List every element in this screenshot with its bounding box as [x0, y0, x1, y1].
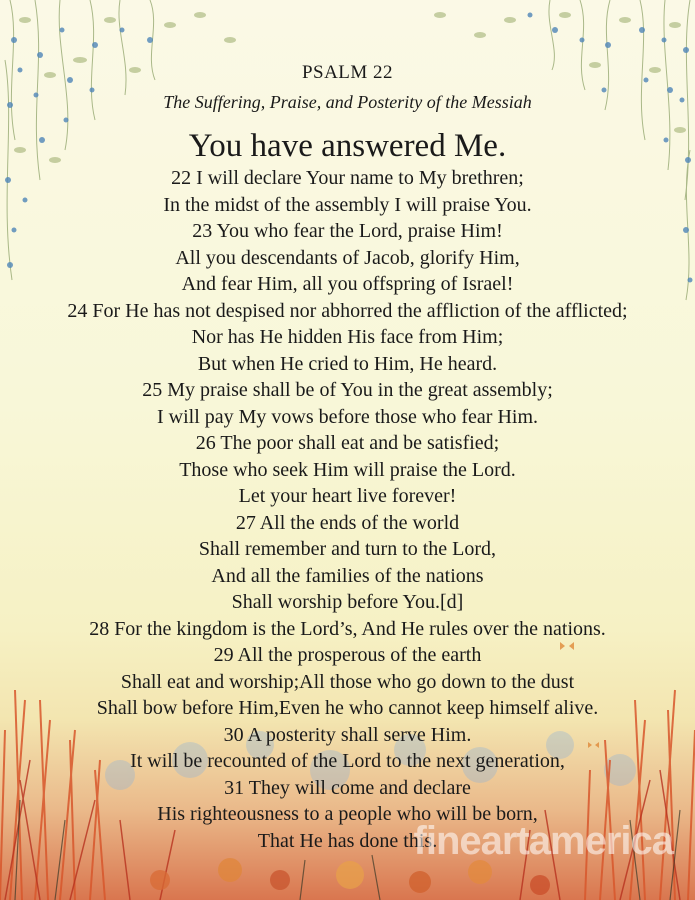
verse-line: 25 My praise shall be of You in the great assembly;	[142, 379, 553, 401]
verse-line: 24 For He has not despised nor abhorred the affliction of the afflicted;	[67, 299, 628, 322]
verse-line: But when He cried to Him, He heard.	[197, 352, 498, 375]
verse-line: Shall eat and worship;All those who go down to the dust	[120, 670, 575, 693]
psalm-title: You have answered Me.	[188, 128, 507, 164]
verse-line: Shall bow before Him,Even he who cannot keep himself alive.	[96, 697, 599, 719]
verse-line: 28 For the kingdom is the Lord’s, And He rules over the nations.	[89, 617, 606, 640]
verse-line: His righteousness to a people who will be born,	[157, 803, 538, 825]
verse-line: Shall remember and turn to the Lord,	[198, 538, 497, 560]
verse-line: 27 All the ends of the world	[235, 511, 460, 534]
verse-line: 30 A posterity shall serve Him.	[223, 723, 472, 746]
verse-line: Those who seek Him will praise the Lord.	[179, 458, 516, 481]
verse-line: It will be recounted of the Lord to the next generation,	[130, 750, 565, 772]
verse-line: 29 All the prosperous of the earth	[213, 644, 482, 666]
verse-lines	[0, 165, 695, 854]
verse-line: 31 They will come and declare	[224, 776, 471, 799]
verse-line: That He has done this.	[257, 829, 438, 852]
verse-line: 23 You who fear the Lord, praise Him!	[192, 220, 503, 242]
verse-line: And all the families of the nations	[211, 564, 484, 587]
psalm-subtitle: The Suffering, Praise, and Posterity of the Messiah	[163, 92, 532, 112]
verse-line: And fear Him, all you offspring of Israel!	[181, 273, 514, 295]
verse-line: In the midst of the assembly I will praise You.	[163, 193, 532, 216]
verse-line: Nor has He hidden His face from Him;	[191, 326, 504, 348]
verse-line: All you descendants of Jacob, glorify Him,	[175, 246, 520, 269]
watermark-logo: fineartamerica	[413, 819, 673, 863]
verse-line: Let your heart live forever!	[238, 485, 457, 507]
verse-line: 22 I will declare Your name to My brethren;	[171, 167, 524, 189]
psalm-heading: PSALM 22	[301, 62, 394, 83]
verse-line: 26 The poor shall eat and be satisfied;	[195, 432, 500, 454]
verse-line: Shall worship before You.[d]	[231, 591, 464, 613]
verse-line: I will pay My vows before those who fear Him.	[156, 405, 539, 428]
